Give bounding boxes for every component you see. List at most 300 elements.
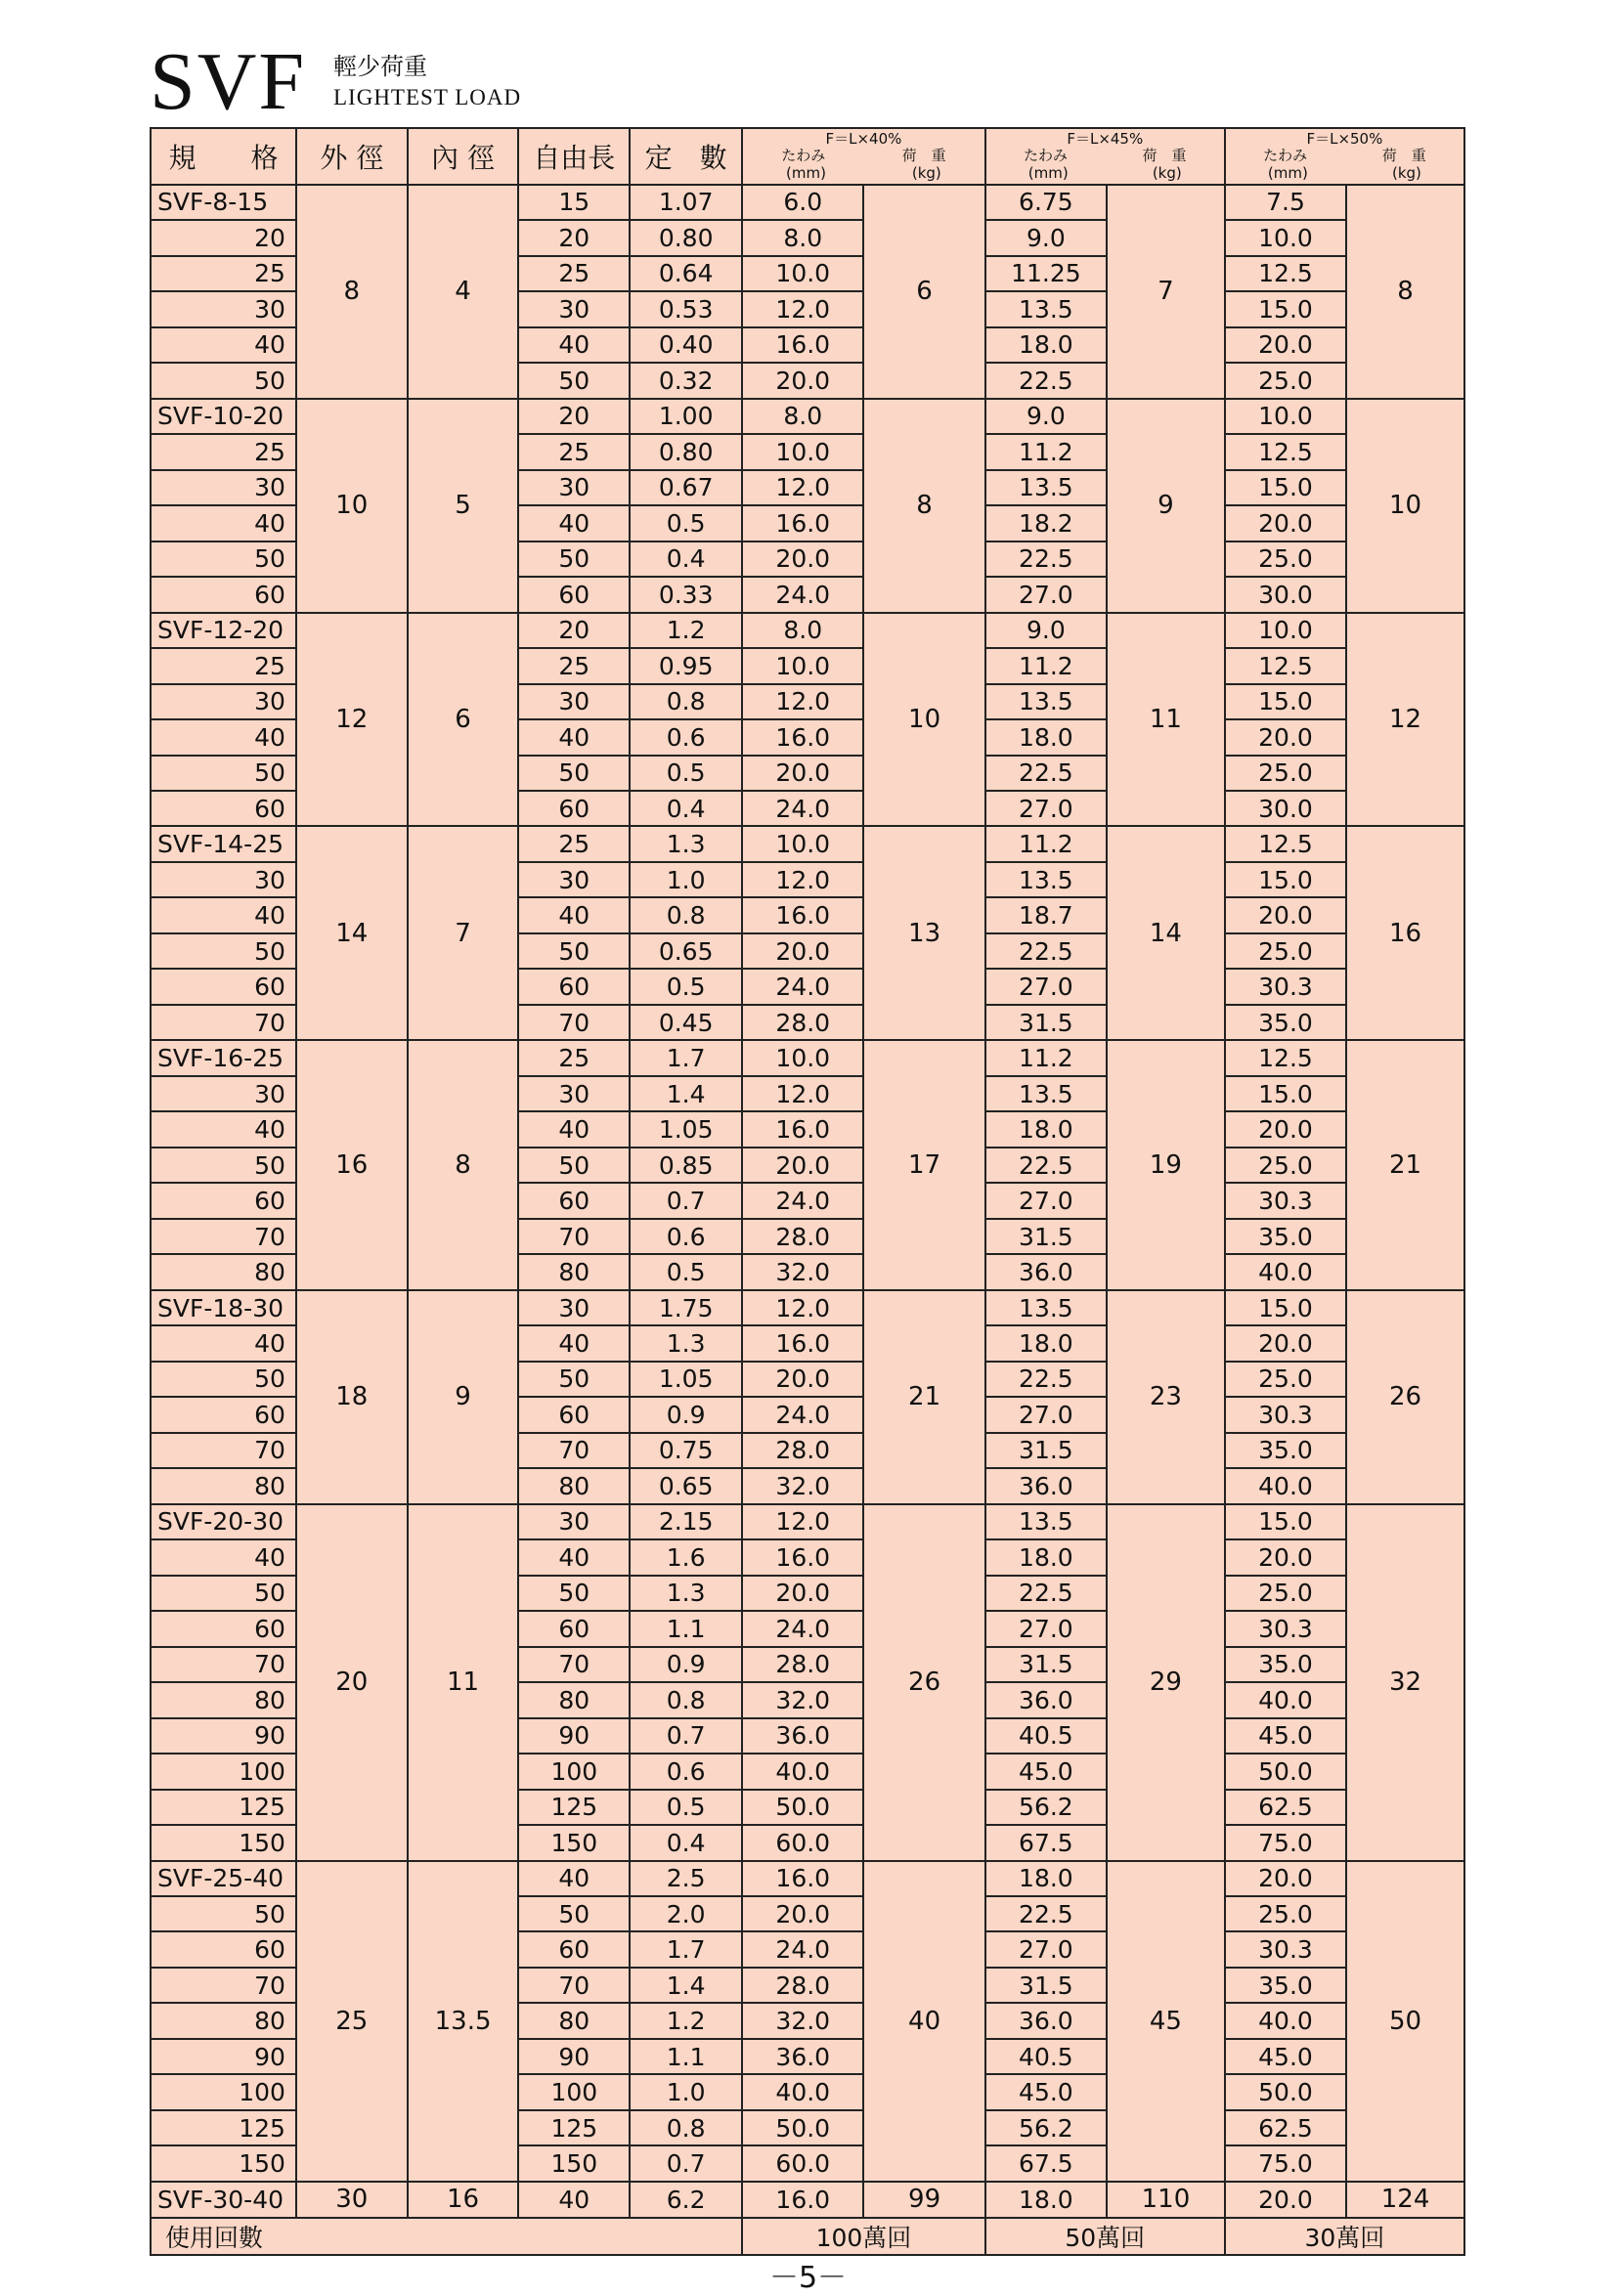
deflection-unit: (mm) xyxy=(1027,163,1069,182)
free-length-cell: 30 xyxy=(518,684,630,719)
load-45-cell: 19 xyxy=(1107,1040,1225,1289)
load-45-cell: 14 xyxy=(1107,826,1225,1040)
spring-constant-cell: 1.3 xyxy=(630,1576,742,1611)
deflection-45-cell: 13.5 xyxy=(985,684,1107,719)
load-40-cell: 99 xyxy=(863,2182,984,2218)
deflection-50-cell: 12.5 xyxy=(1225,826,1346,861)
load-40-cell: 8 xyxy=(863,399,984,613)
deflection-50-cell: 45.0 xyxy=(1225,1718,1346,1754)
deflection-45-cell: 22.5 xyxy=(985,1148,1107,1183)
table-row xyxy=(151,1290,1464,1325)
col-spring-constant: 定 數 xyxy=(630,128,742,185)
spec-cell: 90 xyxy=(151,2039,296,2074)
deflection-45-cell: 27.0 xyxy=(985,1611,1107,1646)
deflection-40-cell: 36.0 xyxy=(742,1718,863,1754)
col-inner-diameter: 內 徑 xyxy=(408,128,519,185)
deflection-45-cell: 67.5 xyxy=(985,1825,1107,1860)
group-formula: F＝L×40% xyxy=(825,130,902,148)
deflection-40-cell: 32.0 xyxy=(742,2003,863,2038)
deflection-40-cell: 16.0 xyxy=(742,1325,863,1361)
deflection-40-cell: 28.0 xyxy=(742,1433,863,1468)
table-row xyxy=(151,1504,1464,1539)
deflection-45-cell: 22.5 xyxy=(985,756,1107,791)
outer-diameter-cell: 25 xyxy=(296,1861,408,2182)
deflection-50-cell: 40.0 xyxy=(1225,1682,1346,1717)
load-unit: (kg) xyxy=(1152,163,1182,182)
deflection-45-cell: 13.5 xyxy=(985,1504,1107,1539)
free-length-cell: 100 xyxy=(518,2074,630,2109)
deflection-45-cell: 22.5 xyxy=(985,1576,1107,1611)
deflection-40-cell: 16.0 xyxy=(742,505,863,541)
spring-constant-cell: 1.2 xyxy=(630,613,742,648)
spec-cell: 40 xyxy=(151,1539,296,1575)
deflection-50-cell: 50.0 xyxy=(1225,2074,1346,2109)
table-row xyxy=(151,826,1464,861)
deflection-45-cell: 27.0 xyxy=(985,969,1107,1004)
spec-cell: 50 xyxy=(151,756,296,791)
deflection-50-cell: 50.0 xyxy=(1225,1754,1346,1789)
spec-cell: 40 xyxy=(151,719,296,755)
free-length-cell: 30 xyxy=(518,1076,630,1111)
load-unit: (kg) xyxy=(1392,163,1421,182)
spring-constant-cell: 1.00 xyxy=(630,399,742,434)
load-50-cell: 10 xyxy=(1346,399,1464,613)
model-title: SVF xyxy=(150,36,307,127)
spec-cell: 60 xyxy=(151,1931,296,1967)
spring-constant-cell: 1.4 xyxy=(630,1968,742,2003)
spring-constant-cell: 1.1 xyxy=(630,1611,742,1646)
deflection-50-cell: 45.0 xyxy=(1225,2039,1346,2074)
load-40-cell: 40 xyxy=(863,1861,984,2182)
spring-constant-cell: 0.6 xyxy=(630,1754,742,1789)
spring-constant-cell: 0.5 xyxy=(630,1790,742,1825)
deflection-50-cell: 30.3 xyxy=(1225,1611,1346,1646)
free-length-cell: 20 xyxy=(518,220,630,255)
spring-constant-cell: 0.5 xyxy=(630,756,742,791)
deflection-40-cell: 6.0 xyxy=(742,185,863,220)
spec-cell: 40 xyxy=(151,505,296,541)
deflection-50-cell: 62.5 xyxy=(1225,1790,1346,1825)
deflection-40-cell: 12.0 xyxy=(742,1504,863,1539)
subtitle-japanese: 輕少荷重 xyxy=(333,53,427,80)
free-length-cell: 40 xyxy=(518,897,630,932)
table-row xyxy=(151,613,1464,648)
load-40-cell: 13 xyxy=(863,826,984,1040)
deflection-50-cell: 15.0 xyxy=(1225,1504,1346,1539)
deflection-50-cell: 7.5 xyxy=(1225,185,1346,220)
inner-diameter-cell: 5 xyxy=(408,399,519,613)
spring-constant-cell: 0.32 xyxy=(630,363,742,398)
spec-cell: 30 xyxy=(151,291,296,326)
spring-constant-cell: 0.40 xyxy=(630,327,742,363)
deflection-45-cell: 11.2 xyxy=(985,826,1107,861)
deflection-45-cell: 18.0 xyxy=(985,1539,1107,1575)
deflection-45-cell: 22.5 xyxy=(985,1896,1107,1931)
deflection-40-cell: 12.0 xyxy=(742,470,863,505)
deflection-50-cell: 35.0 xyxy=(1225,1433,1346,1468)
spring-constant-cell: 0.45 xyxy=(630,1005,742,1040)
load-45-cell: 110 xyxy=(1107,2182,1225,2218)
usage-cycles-label: 使用回數 xyxy=(151,2218,742,2255)
spring-constant-cell: 2.15 xyxy=(630,1504,742,1539)
spec-cell: 30 xyxy=(151,684,296,719)
spring-constant-cell: 1.75 xyxy=(630,1290,742,1325)
table-row xyxy=(151,1861,1464,1896)
spring-constant-cell: 1.1 xyxy=(630,2039,742,2074)
free-length-cell: 60 xyxy=(518,1397,630,1432)
deflection-50-cell: 10.0 xyxy=(1225,613,1346,648)
spec-cell: 25 xyxy=(151,256,296,291)
spring-constant-cell: 0.33 xyxy=(630,577,742,612)
load-45-cell: 7 xyxy=(1107,185,1225,399)
deflection-40-cell: 24.0 xyxy=(742,577,863,612)
spring-constant-cell: 1.0 xyxy=(630,2074,742,2109)
spring-constant-cell: 0.9 xyxy=(630,1647,742,1682)
spring-constant-cell: 1.3 xyxy=(630,1325,742,1361)
deflection-50-cell: 20.0 xyxy=(1225,897,1346,932)
deflection-50-cell: 15.0 xyxy=(1225,470,1346,505)
free-length-cell: 25 xyxy=(518,648,630,683)
group-formula: F＝L×45% xyxy=(1067,130,1144,148)
deflection-45-cell: 11.2 xyxy=(985,1040,1107,1075)
free-length-cell: 40 xyxy=(518,1111,630,1147)
spec-cell: 50 xyxy=(151,363,296,398)
spec-cell: 30 xyxy=(151,470,296,505)
spring-constant-cell: 0.8 xyxy=(630,897,742,932)
spec-cell: 50 xyxy=(151,1362,296,1397)
spring-constant-cell: 1.07 xyxy=(630,185,742,220)
load-40-cell: 26 xyxy=(863,1504,984,1861)
deflection-50-cell: 25.0 xyxy=(1225,1362,1346,1397)
deflection-40-cell: 10.0 xyxy=(742,826,863,861)
deflection-50-cell: 15.0 xyxy=(1225,291,1346,326)
group-header-50 xyxy=(1225,128,1464,185)
free-length-cell: 70 xyxy=(518,1005,630,1040)
deflection-45-cell: 11.2 xyxy=(985,648,1107,683)
load-40-cell: 17 xyxy=(863,1040,984,1289)
deflection-45-cell: 31.5 xyxy=(985,1433,1107,1468)
free-length-cell: 30 xyxy=(518,470,630,505)
deflection-50-cell: 30.3 xyxy=(1225,1183,1346,1218)
spring-constant-cell: 0.7 xyxy=(630,1183,742,1218)
outer-diameter-cell: 12 xyxy=(296,613,408,827)
deflection-40-cell: 10.0 xyxy=(742,648,863,683)
table-row xyxy=(151,1040,1464,1075)
outer-diameter-cell: 30 xyxy=(296,2182,408,2218)
spec-cell: 70 xyxy=(151,1968,296,2003)
spring-constant-cell: 1.05 xyxy=(630,1111,742,1147)
deflection-50-cell: 12.5 xyxy=(1225,434,1346,469)
spec-cell: 60 xyxy=(151,1183,296,1218)
free-length-cell: 50 xyxy=(518,1148,630,1183)
subtitle-english: LIGHTEST LOAD xyxy=(333,85,522,109)
deflection-40-cell: 10.0 xyxy=(742,1040,863,1075)
col-outer-diameter: 外 徑 xyxy=(296,128,408,185)
load-40-cell: 21 xyxy=(863,1290,984,1504)
free-length-cell: 150 xyxy=(518,2145,630,2181)
spring-constant-cell: 0.8 xyxy=(630,2110,742,2145)
deflection-40-cell: 28.0 xyxy=(742,1647,863,1682)
spec-cell: 25 xyxy=(151,434,296,469)
deflection-40-cell: 24.0 xyxy=(742,1397,863,1432)
deflection-40-cell: 20.0 xyxy=(742,933,863,969)
deflection-45-cell: 13.5 xyxy=(985,862,1107,897)
spring-constant-cell: 1.3 xyxy=(630,826,742,861)
deflection-45-cell: 31.5 xyxy=(985,1647,1107,1682)
col-spec: 規 格 xyxy=(151,128,296,185)
spec-cell: 50 xyxy=(151,933,296,969)
spec-cell: 80 xyxy=(151,1468,296,1503)
inner-diameter-cell: 13.5 xyxy=(408,1861,519,2182)
spec-cell: 60 xyxy=(151,1611,296,1646)
deflection-50-cell: 15.0 xyxy=(1225,862,1346,897)
deflection-40-cell: 10.0 xyxy=(742,434,863,469)
deflection-45-cell: 13.5 xyxy=(985,470,1107,505)
deflection-40-cell: 28.0 xyxy=(742,1968,863,2003)
deflection-45-cell: 22.5 xyxy=(985,1362,1107,1397)
deflection-40-cell: 28.0 xyxy=(742,1219,863,1254)
free-length-cell: 90 xyxy=(518,2039,630,2074)
spec-cell: 40 xyxy=(151,327,296,363)
table-row xyxy=(151,185,1464,220)
deflection-50-cell: 20.0 xyxy=(1225,1861,1346,1896)
spec-cell: 70 xyxy=(151,1005,296,1040)
spec-cell: 60 xyxy=(151,791,296,826)
free-length-cell: 125 xyxy=(518,2110,630,2145)
free-length-cell: 40 xyxy=(518,2182,630,2218)
free-length-cell: 60 xyxy=(518,969,630,1004)
load-45-cell: 29 xyxy=(1107,1504,1225,1861)
deflection-45-cell: 18.0 xyxy=(985,719,1107,755)
deflection-45-cell: 27.0 xyxy=(985,1397,1107,1432)
deflection-40-cell: 24.0 xyxy=(742,1183,863,1218)
deflection-40-cell: 20.0 xyxy=(742,1576,863,1611)
load-unit: (kg) xyxy=(911,163,941,182)
spring-constant-cell: 0.5 xyxy=(630,505,742,541)
group-header-40 xyxy=(742,128,985,185)
free-length-cell: 60 xyxy=(518,1183,630,1218)
free-length-cell: 40 xyxy=(518,1539,630,1575)
deflection-50-cell: 15.0 xyxy=(1225,684,1346,719)
deflection-40-cell: 16.0 xyxy=(742,897,863,932)
deflection-40-cell: 50.0 xyxy=(742,1790,863,1825)
spring-constant-cell: 1.05 xyxy=(630,1362,742,1397)
load-45-cell: 11 xyxy=(1107,613,1225,827)
free-length-cell: 25 xyxy=(518,826,630,861)
free-length-cell: 40 xyxy=(518,505,630,541)
deflection-45-cell: 18.0 xyxy=(985,1325,1107,1361)
deflection-50-cell: 25.0 xyxy=(1225,1576,1346,1611)
deflection-50-cell: 12.5 xyxy=(1225,1040,1346,1075)
spring-constant-cell: 0.7 xyxy=(630,1718,742,1754)
deflection-50-cell: 15.0 xyxy=(1225,1290,1346,1325)
spring-spec-table-container xyxy=(150,127,1465,2256)
deflection-40-cell: 12.0 xyxy=(742,291,863,326)
deflection-50-cell: 15.0 xyxy=(1225,1076,1346,1111)
deflection-45-cell: 27.0 xyxy=(985,1183,1107,1218)
load-label: 荷 重 xyxy=(1381,147,1426,165)
spring-constant-cell: 1.2 xyxy=(630,2003,742,2038)
page-number: －5－ xyxy=(768,2261,848,2295)
deflection-40-cell: 8.0 xyxy=(742,399,863,434)
spec-cell: 90 xyxy=(151,1718,296,1754)
free-length-cell: 30 xyxy=(518,291,630,326)
deflection-45-cell: 18.0 xyxy=(985,2182,1107,2218)
spec-cell: SVF-25-40 xyxy=(151,1861,296,1896)
deflection-40-cell: 20.0 xyxy=(742,1148,863,1183)
deflection-unit: (mm) xyxy=(1267,163,1308,182)
spec-cell: 30 xyxy=(151,862,296,897)
outer-diameter-cell: 16 xyxy=(296,1040,408,1289)
deflection-40-cell: 24.0 xyxy=(742,1931,863,1967)
deflection-50-cell: 10.0 xyxy=(1225,220,1346,255)
deflection-45-cell: 18.2 xyxy=(985,505,1107,541)
deflection-45-cell: 56.2 xyxy=(985,1790,1107,1825)
spec-cell: 80 xyxy=(151,2003,296,2038)
deflection-45-cell: 31.5 xyxy=(985,1005,1107,1040)
free-length-cell: 60 xyxy=(518,577,630,612)
deflection-45-cell: 40.5 xyxy=(985,1718,1107,1754)
spring-constant-cell: 6.2 xyxy=(630,2182,742,2218)
deflection-45-cell: 18.0 xyxy=(985,1861,1107,1896)
spec-cell: 70 xyxy=(151,1433,296,1468)
spec-cell: 30 xyxy=(151,1076,296,1111)
spec-cell: SVF-12-20 xyxy=(151,613,296,648)
group-formula: F＝L×50% xyxy=(1306,130,1383,148)
inner-diameter-cell: 6 xyxy=(408,613,519,827)
free-length-cell: 70 xyxy=(518,1968,630,2003)
outer-diameter-cell: 8 xyxy=(296,185,408,399)
free-length-cell: 80 xyxy=(518,1682,630,1717)
inner-diameter-cell: 4 xyxy=(408,185,519,399)
free-length-cell: 30 xyxy=(518,1504,630,1539)
deflection-40-cell: 12.0 xyxy=(742,862,863,897)
spring-constant-cell: 0.4 xyxy=(630,791,742,826)
deflection-50-cell: 20.0 xyxy=(1225,1325,1346,1361)
load-40-cell: 6 xyxy=(863,185,984,399)
deflection-40-cell: 16.0 xyxy=(742,1861,863,1896)
deflection-50-cell: 12.5 xyxy=(1225,648,1346,683)
deflection-label: たわみ xyxy=(781,147,826,165)
spring-constant-cell: 0.95 xyxy=(630,648,742,683)
deflection-45-cell: 13.5 xyxy=(985,1290,1107,1325)
free-length-cell: 60 xyxy=(518,1611,630,1646)
free-length-cell: 15 xyxy=(518,185,630,220)
deflection-45-cell: 36.0 xyxy=(985,2003,1107,2038)
free-length-cell: 50 xyxy=(518,542,630,577)
load-label: 荷 重 xyxy=(901,147,946,165)
spring-constant-cell: 0.4 xyxy=(630,542,742,577)
deflection-50-cell: 35.0 xyxy=(1225,1647,1346,1682)
footer-row xyxy=(151,2218,1464,2255)
deflection-45-cell: 9.0 xyxy=(985,613,1107,648)
load-40-cell: 10 xyxy=(863,613,984,827)
deflection-45-cell: 13.5 xyxy=(985,291,1107,326)
deflection-40-cell: 24.0 xyxy=(742,1611,863,1646)
spec-cell: 25 xyxy=(151,648,296,683)
deflection-50-cell: 75.0 xyxy=(1225,2145,1346,2181)
table-body xyxy=(151,185,1464,2218)
spec-cell: 20 xyxy=(151,220,296,255)
spring-constant-cell: 1.7 xyxy=(630,1931,742,1967)
spring-spec-table xyxy=(150,127,1465,2256)
spring-constant-cell: 0.5 xyxy=(630,1254,742,1289)
spec-cell: SVF-8-15 xyxy=(151,185,296,220)
deflection-40-cell: 16.0 xyxy=(742,2182,863,2218)
free-length-cell: 50 xyxy=(518,933,630,969)
outer-diameter-cell: 14 xyxy=(296,826,408,1040)
usage-cycles-45: 50萬回 xyxy=(985,2218,1225,2255)
spec-cell: 50 xyxy=(151,542,296,577)
spec-cell: 60 xyxy=(151,577,296,612)
spec-cell: SVF-30-40 xyxy=(151,2182,296,2218)
load-50-cell: 124 xyxy=(1346,2182,1464,2218)
deflection-45-cell: 18.7 xyxy=(985,897,1107,932)
spec-cell: 80 xyxy=(151,1682,296,1717)
deflection-40-cell: 20.0 xyxy=(742,1362,863,1397)
spring-constant-cell: 0.6 xyxy=(630,1219,742,1254)
deflection-50-cell: 20.0 xyxy=(1225,2182,1346,2218)
free-length-cell: 70 xyxy=(518,1219,630,1254)
spec-cell: 80 xyxy=(151,1254,296,1289)
deflection-45-cell: 27.0 xyxy=(985,1931,1107,1967)
inner-diameter-cell: 7 xyxy=(408,826,519,1040)
deflection-40-cell: 8.0 xyxy=(742,613,863,648)
spring-constant-cell: 1.0 xyxy=(630,862,742,897)
free-length-cell: 30 xyxy=(518,1290,630,1325)
deflection-40-cell: 20.0 xyxy=(742,363,863,398)
deflection-45-cell: 40.5 xyxy=(985,2039,1107,2074)
spring-constant-cell: 2.0 xyxy=(630,1896,742,1931)
inner-diameter-cell: 16 xyxy=(408,2182,519,2218)
deflection-50-cell: 30.0 xyxy=(1225,577,1346,612)
spec-cell: 50 xyxy=(151,1576,296,1611)
spec-cell: 150 xyxy=(151,1825,296,1860)
free-length-cell: 50 xyxy=(518,1576,630,1611)
spec-cell: 125 xyxy=(151,2110,296,2145)
spec-cell: SVF-16-25 xyxy=(151,1040,296,1075)
deflection-40-cell: 32.0 xyxy=(742,1682,863,1717)
deflection-50-cell: 35.0 xyxy=(1225,1005,1346,1040)
deflection-40-cell: 10.0 xyxy=(742,256,863,291)
deflection-40-cell: 36.0 xyxy=(742,2039,863,2074)
load-45-cell: 9 xyxy=(1107,399,1225,613)
free-length-cell: 25 xyxy=(518,256,630,291)
free-length-cell: 40 xyxy=(518,1325,630,1361)
load-50-cell: 26 xyxy=(1346,1290,1464,1504)
spec-cell: 50 xyxy=(151,1896,296,1931)
col-free-length: 自由長 xyxy=(518,128,630,185)
deflection-45-cell: 56.2 xyxy=(985,2110,1107,2145)
free-length-cell: 90 xyxy=(518,1718,630,1754)
spec-cell: 40 xyxy=(151,1325,296,1361)
deflection-40-cell: 12.0 xyxy=(742,684,863,719)
deflection-50-cell: 75.0 xyxy=(1225,1825,1346,1860)
deflection-50-cell: 12.5 xyxy=(1225,256,1346,291)
usage-cycles-40: 100萬回 xyxy=(742,2218,985,2255)
deflection-45-cell: 13.5 xyxy=(985,1076,1107,1111)
free-length-cell: 40 xyxy=(518,719,630,755)
free-length-cell: 60 xyxy=(518,791,630,826)
deflection-40-cell: 16.0 xyxy=(742,1111,863,1147)
deflection-40-cell: 12.0 xyxy=(742,1290,863,1325)
deflection-45-cell: 36.0 xyxy=(985,1682,1107,1717)
deflection-40-cell: 24.0 xyxy=(742,791,863,826)
deflection-40-cell: 24.0 xyxy=(742,969,863,1004)
spring-constant-cell: 2.5 xyxy=(630,1861,742,1896)
spec-cell: 70 xyxy=(151,1219,296,1254)
deflection-40-cell: 20.0 xyxy=(742,542,863,577)
